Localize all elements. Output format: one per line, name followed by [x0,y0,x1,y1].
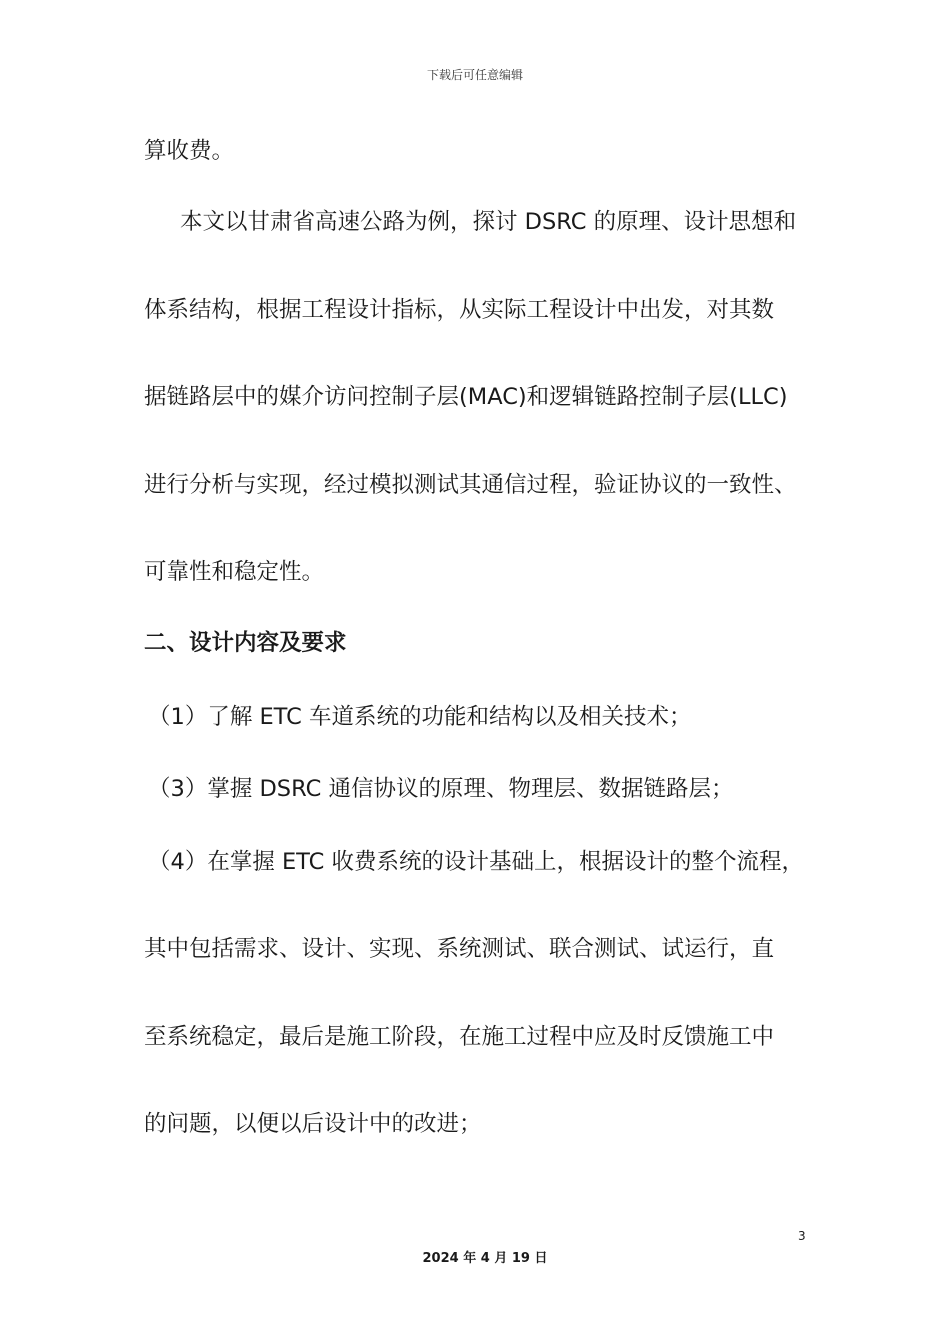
footer-date: 2024 年 4 月 19 日 [422,1251,548,1266]
body-line-2: 本文以甘肃省高速公路为例，探讨 DSRC 的原理、设计思想和 [180,209,797,235]
body-line-4: 据链路层中的媒介访问控制子层(MAC)和逻辑链路控制子层(LLC) [144,384,788,410]
body-line-6: 可靠性和稳定性。 [144,559,325,585]
list-item-1: （1）了解 ETC 车道系统的功能和结构以及相关技术； [148,704,692,730]
body-line-5: 进行分析与实现，经过模拟测试其通信过程，验证协议的一致性、 [144,472,797,498]
list-item-3: （3）掌握 DSRC 通信协议的原理、物理层、数据链路层； [148,776,734,802]
body-line-3: 体系结构，根据工程设计指标，从实际工程设计中出发，对其数 [144,297,775,323]
page-number: 3 [798,1229,806,1243]
list-item-4: （4）在掌握 ETC 收费系统的设计基础上，根据设计的整个流程， [148,849,804,875]
body-line-11: 其中包括需求、设计、实现、系统测试、联合测试、试运行，直 [144,936,775,962]
section-heading: 二、设计内容及要求 [144,630,347,656]
body-line-1: 算收费。 [144,138,235,164]
body-line-12: 至系统稳定，最后是施工阶段，在施工过程中应及时反馈施工中 [144,1024,775,1050]
body-line-13: 的问题，以便以后设计中的改进； [144,1111,482,1137]
header-note: 下载后可任意编辑 [426,68,523,82]
